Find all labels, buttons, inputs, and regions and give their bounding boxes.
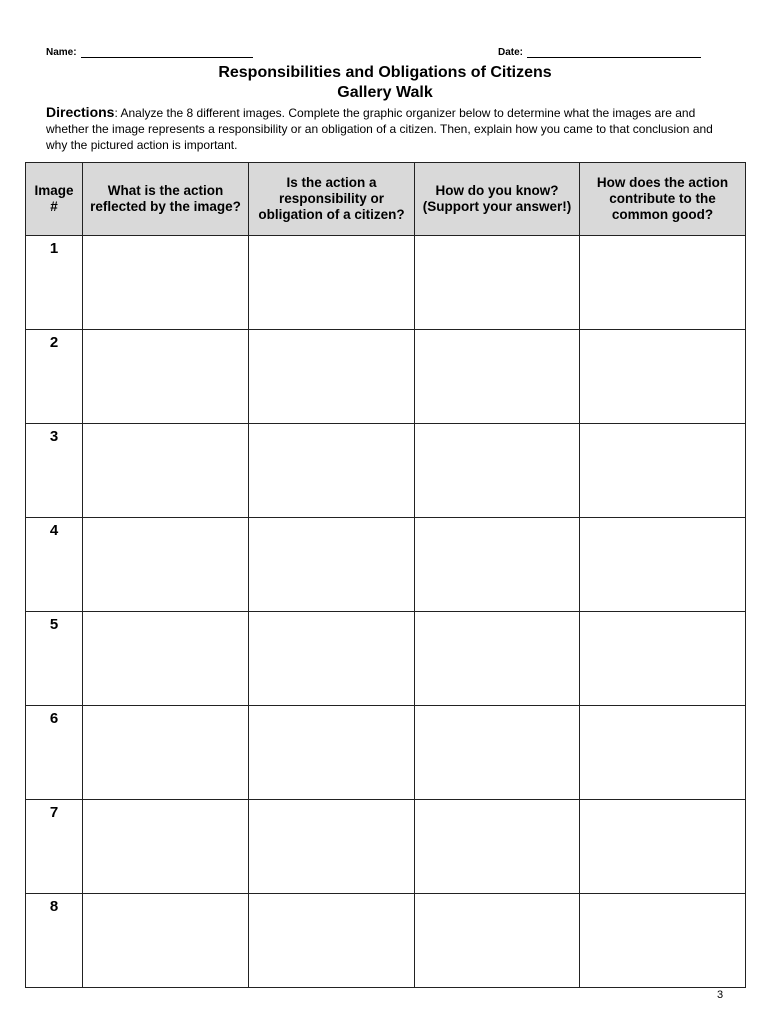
header-action: What is the action reflected by the image?: [83, 163, 249, 236]
table-row: [26, 330, 746, 424]
how-do-you-know-cell[interactable]: [415, 894, 580, 988]
directions-label: Directions: [46, 104, 115, 120]
how-do-you-know-cell[interactable]: [415, 236, 580, 330]
header-how-do-you-know: How do you know? (Support your answer!): [415, 163, 580, 236]
table-row: [26, 894, 746, 988]
table-row: [26, 236, 746, 330]
action-cell[interactable]: [83, 518, 249, 612]
action-cell[interactable]: [83, 424, 249, 518]
common-good-cell[interactable]: [580, 236, 746, 330]
common-good-cell[interactable]: [580, 518, 746, 612]
responsibility-or-obligation-cell[interactable]: [249, 706, 415, 800]
page-title: Responsibilities and Obligations of Citizens: [218, 64, 552, 81]
header-image-number: Image #: [26, 163, 83, 236]
row-image-number: 7: [26, 800, 83, 894]
row-image-number: 1: [26, 236, 83, 330]
common-good-cell[interactable]: [580, 706, 746, 800]
date-blank-line[interactable]: [527, 47, 701, 58]
how-do-you-know-cell[interactable]: [415, 612, 580, 706]
table-row: [26, 424, 746, 518]
graphic-organizer-table: [25, 162, 746, 988]
common-good-cell[interactable]: [580, 424, 746, 518]
row-image-number: 8: [26, 894, 83, 988]
how-do-you-know-cell[interactable]: [415, 800, 580, 894]
how-do-you-know-cell[interactable]: [415, 518, 580, 612]
common-good-cell[interactable]: [580, 894, 746, 988]
responsibility-or-obligation-cell[interactable]: [249, 424, 415, 518]
action-cell[interactable]: [83, 706, 249, 800]
table-row: [26, 612, 746, 706]
directions-paragraph: [46, 104, 736, 153]
common-good-cell[interactable]: [580, 612, 746, 706]
responsibility-or-obligation-cell[interactable]: [249, 612, 415, 706]
responsibility-or-obligation-cell[interactable]: [249, 330, 415, 424]
header-fields: [0, 47, 770, 63]
action-cell[interactable]: [83, 894, 249, 988]
row-image-number: 4: [26, 518, 83, 612]
action-cell[interactable]: [83, 612, 249, 706]
responsibility-or-obligation-cell[interactable]: [249, 894, 415, 988]
responsibility-or-obligation-cell[interactable]: [249, 800, 415, 894]
table-header-row: [26, 163, 746, 236]
row-image-number: 3: [26, 424, 83, 518]
name-field[interactable]: [46, 47, 253, 58]
how-do-you-know-cell[interactable]: [415, 706, 580, 800]
page-subtitle: Gallery Walk: [337, 84, 433, 101]
action-cell[interactable]: [83, 330, 249, 424]
name-label: Name:: [46, 47, 77, 58]
header-common-good: How does the action contribute to the common good?: [580, 163, 746, 236]
how-do-you-know-cell[interactable]: [415, 330, 580, 424]
responsibility-or-obligation-cell[interactable]: [249, 518, 415, 612]
header-responsibility-or-obligation: Is the action a responsibility or obligation of a citizen?: [249, 163, 415, 236]
name-blank-line[interactable]: [81, 47, 253, 58]
row-image-number: 5: [26, 612, 83, 706]
common-good-cell[interactable]: [580, 330, 746, 424]
page-number: 3: [717, 989, 724, 1001]
table-row: [26, 800, 746, 894]
common-good-cell[interactable]: [580, 800, 746, 894]
table-row: [26, 518, 746, 612]
action-cell[interactable]: [83, 236, 249, 330]
directions-text: : Analyze the 8 different images. Complete the graphic organizer below to determine what the images are and whether the image represents a responsibility or an obligation of a citizen. Then, explain how you came to that conclusion and why the pictured action is important.: [46, 106, 713, 152]
how-do-you-know-cell[interactable]: [415, 424, 580, 518]
date-label: Date:: [498, 47, 524, 58]
date-field[interactable]: [498, 47, 701, 58]
responsibility-or-obligation-cell[interactable]: [249, 236, 415, 330]
row-image-number: 6: [26, 706, 83, 800]
action-cell[interactable]: [83, 800, 249, 894]
table-row: [26, 706, 746, 800]
row-image-number: 2: [26, 330, 83, 424]
